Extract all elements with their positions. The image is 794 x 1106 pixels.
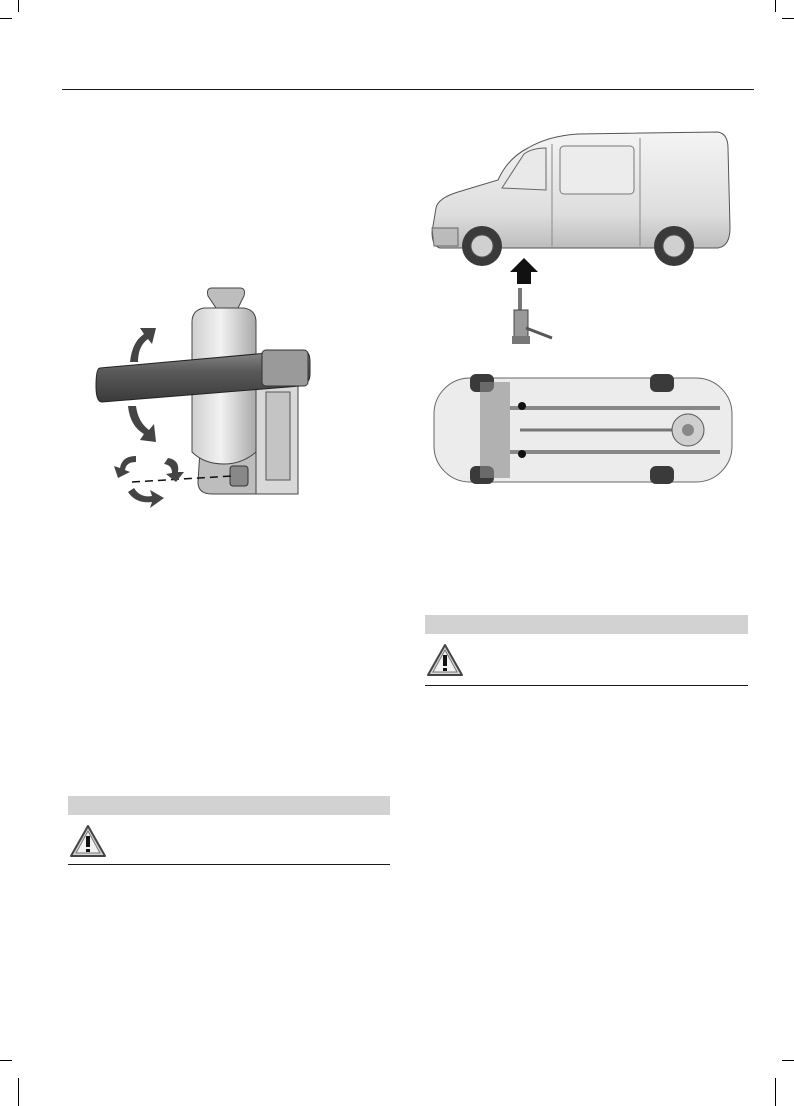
- crop-mark: [18, 0, 19, 12]
- crop-mark: [782, 18, 794, 19]
- crop-mark: [0, 18, 12, 19]
- bottle-jack-illustration: [92, 282, 314, 512]
- header-rule: [62, 89, 754, 90]
- crop-mark: [782, 1060, 794, 1061]
- warning-bottom-rule: [68, 864, 390, 865]
- crop-mark: [775, 0, 776, 12]
- crop-mark: [0, 1060, 12, 1061]
- warning-triangle-icon: [69, 824, 107, 863]
- warning-header-bar: [68, 796, 390, 815]
- crop-mark: [775, 1078, 776, 1106]
- warning-header-bar: [425, 615, 748, 634]
- warning-bottom-rule: [425, 685, 748, 686]
- van-side-view-illustration: [428, 128, 738, 350]
- crop-mark: [18, 1078, 19, 1106]
- van-underbody-illustration: [430, 368, 736, 490]
- warning-triangle-icon: [426, 643, 464, 682]
